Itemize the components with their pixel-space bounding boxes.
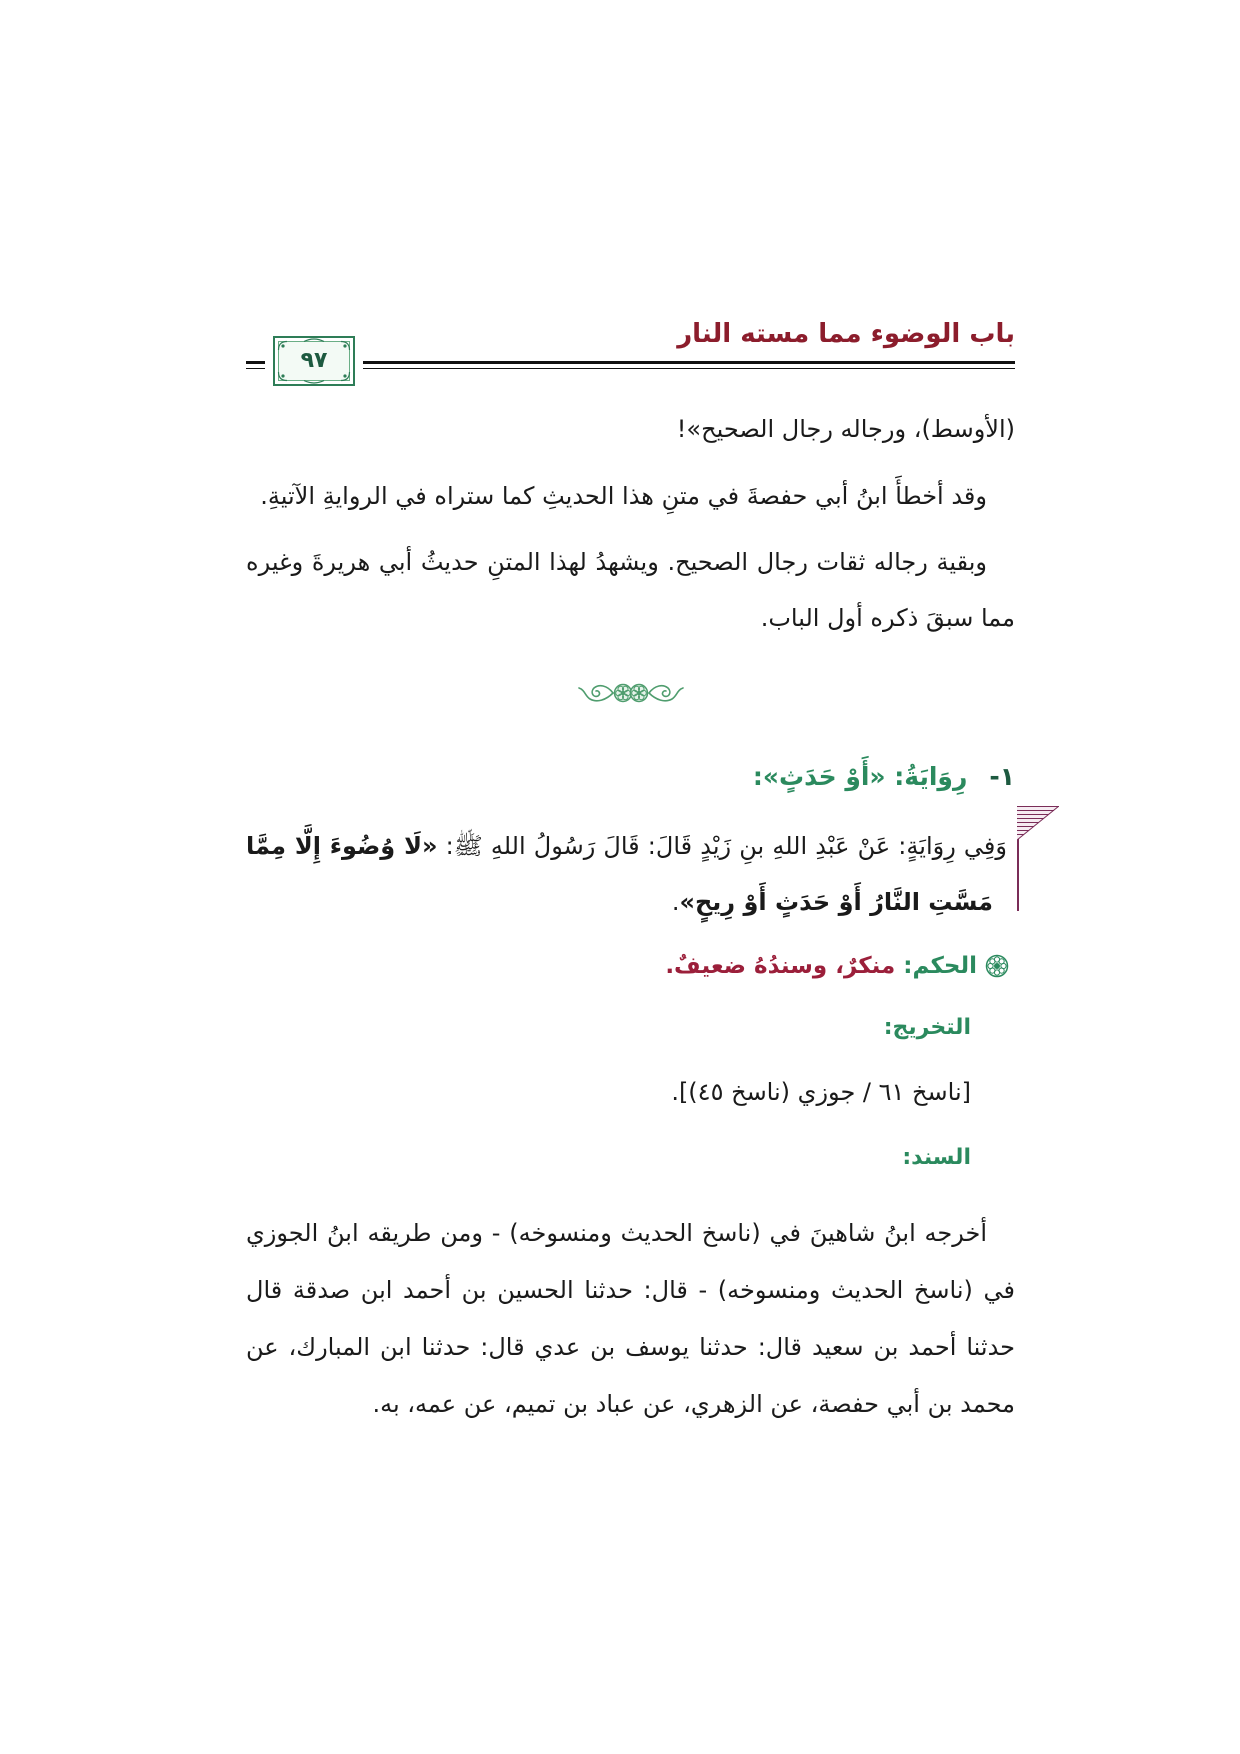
paragraph: (الأوسط)، ورجاله رجال الصحيح»! [676,415,1015,443]
rosette-icon [985,954,1009,978]
page-number: ٩٧ [300,348,328,373]
paragraph: وبقية رجاله ثقات رجال الصحيح. ويشهدُ لهذا المتنِ حديثُ أبي هريرةَ وغيره مما سبقَ ذكره أول الباب. [246,548,1015,632]
section-title: رِوَايَةُ: «أَوْ حَدَثٍ»: [752,762,968,791]
sanad-label: السند: [902,1145,971,1170]
floral-separator-icon [576,673,686,713]
hadith-block [246,818,1015,930]
paragraph: وقد أخطأَ ابنُ أبي حفصةَ في متنِ هذا الحديثِ كما ستراه في الروايةِ الآتيةِ. [260,482,987,510]
page-number-frame [272,335,356,387]
ruling-value: منكرٌ، وسندُهُ ضعيفٌ. [665,953,896,979]
section-heading [246,749,1015,805]
header-rule-thick [246,361,1015,364]
takhrij-label: التخريج: [883,1015,971,1040]
page-content [246,401,1015,1433]
hadith-intro: وَفِي رِوَايَةٍ: عَنْ عَبْدِ اللهِ بنِ زَيْدٍ قَالَ: قَالَ رَسُولُ اللهِ ﷺ: [437,832,1007,860]
section-number: ١- [989,762,1015,791]
chapter-title: باب الوضوء مما مسته النار [677,319,1015,349]
ruling-label: الحكم: [903,953,977,979]
section-separator [246,673,1015,713]
sanad-paragraph: أخرجه ابنُ شاهينَ في (ناسخ الحديث ومنسوخه) - ومن طريقه ابنُ الجوزي في (ناسخ الحديث ومنسوخه) - قال: حدثنا الحسين بن أحمد ابن صدقة قال حدثنا أحمد بن سعيد قال: حدثنا يوسف بن عدي قال: حدثنا ابن المبارك، عن محمد بن أبي حفصة، عن الزهري، عن عباد بن تميم، عن عمه، به. [246,1219,1015,1418]
header-rule-thin [246,368,1015,369]
hadith-end: . [671,888,680,916]
ruling-line [246,937,1015,994]
takhrij-references: [ناسخ ٦١ / جوزي (ناسخ ٤٥)]. [671,1078,971,1106]
corner-ornament-icon [1017,806,1059,840]
hadith-matn: «لَا وُضُوءَ إِلَّا مِمَّا مَسَّتِ النَّارُ أَوْ حَدَثٍ أَوْ رِيحٍ» [246,832,993,916]
